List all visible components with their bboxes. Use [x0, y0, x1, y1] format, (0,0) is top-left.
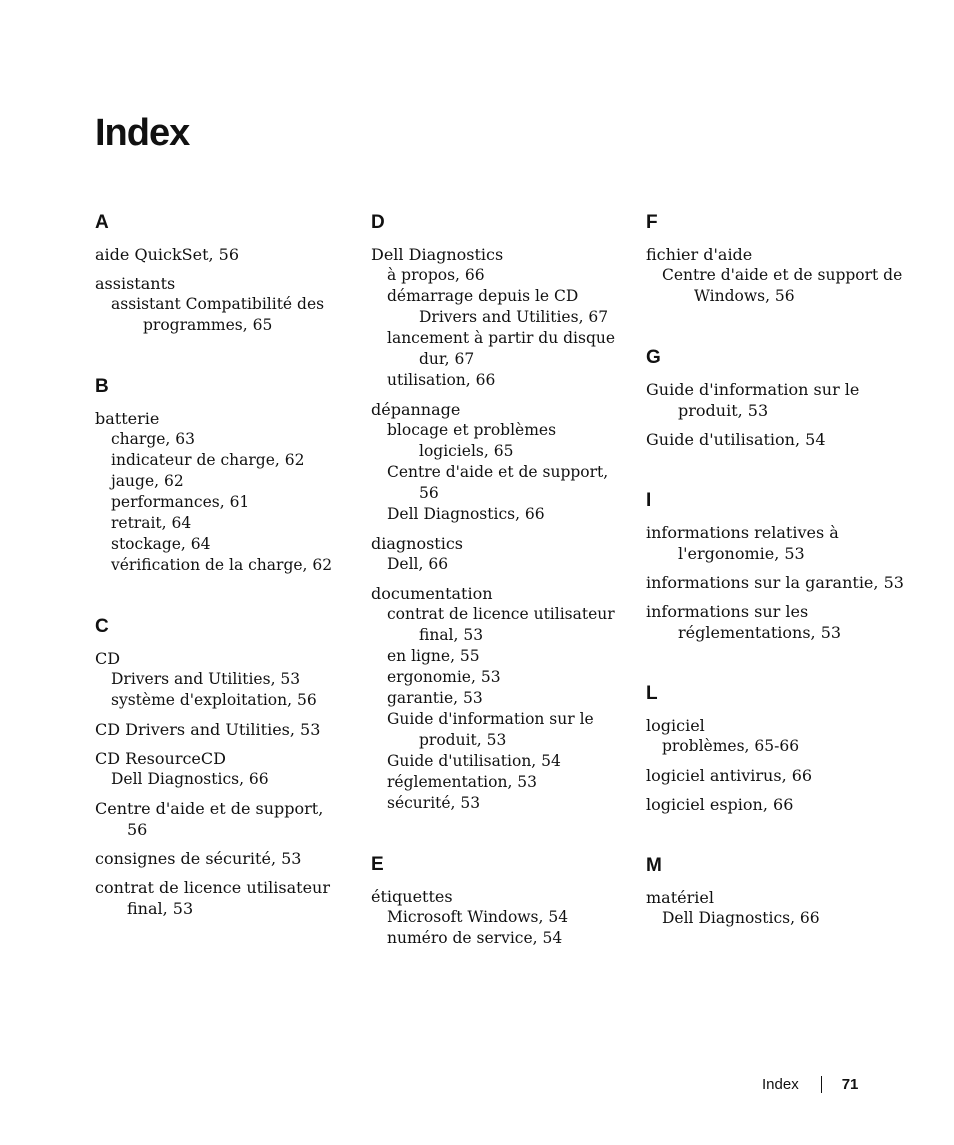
section-letter: L: [646, 683, 658, 704]
index-section: [95, 212, 345, 336]
index-subterm: à propos, 66: [387, 266, 485, 284]
section-letter: I: [646, 490, 652, 511]
index-subterm: ergonomie, 53: [387, 668, 501, 686]
index-subterm: numéro de service, 54: [387, 929, 563, 947]
index-entry: [646, 522, 906, 564]
index-term: Centre d'aide et de support, 56: [95, 799, 324, 839]
index-subterm: garantie, 53: [387, 689, 483, 707]
index-term: CD Drivers and Utilities, 53: [95, 720, 321, 739]
index-subterm: lancement à partir du disque dur, 67: [387, 329, 616, 368]
section-letter: F: [646, 212, 658, 233]
index-entry: [371, 244, 621, 391]
index-section: [646, 683, 906, 815]
index-entry: [371, 583, 621, 814]
index-term: matériel: [646, 888, 714, 907]
index-term: informations relatives à l'ergonomie, 53: [646, 523, 839, 563]
index-subterm: réglementation, 53: [387, 773, 538, 791]
index-term: aide QuickSet, 56: [95, 245, 240, 264]
index-entry: [95, 273, 345, 336]
index-entry: [371, 399, 621, 525]
index-subterm: Microsoft Windows, 54: [387, 908, 569, 926]
index-column-1: [95, 212, 345, 959]
index-entry: [95, 798, 345, 840]
index-subterm: performances, 61: [111, 493, 250, 511]
index-term: dépannage: [371, 400, 461, 419]
index-term: documentation: [371, 584, 493, 603]
index-section: [646, 212, 906, 307]
index-term: CD ResourceCD: [95, 749, 226, 768]
index-entry: [95, 648, 345, 711]
index-term: fichier d'aide: [646, 245, 753, 264]
index-term: informations sur les réglementations, 53: [646, 602, 842, 642]
index-entry: [646, 379, 906, 421]
index-subterm: charge, 63: [111, 430, 195, 448]
section-letter: C: [95, 616, 109, 637]
index-term: Dell Diagnostics: [371, 245, 504, 264]
index-subterm: en ligne, 55: [387, 647, 480, 665]
index-section: [646, 855, 906, 929]
page-title: Index: [95, 112, 190, 154]
index-subterm: démarrage depuis le CD Drivers and Utilities, 67: [387, 287, 609, 326]
index-section: [646, 347, 906, 450]
index-term: étiquettes: [371, 887, 453, 906]
page-number: 71: [841, 1076, 859, 1093]
index-entry: [95, 848, 345, 869]
index-term: logiciel: [646, 716, 705, 735]
index-entry: [646, 794, 906, 815]
index-subterm: assistant Compatibilité des programmes, 65: [111, 295, 325, 334]
index-subterm: retrait, 64: [111, 514, 192, 532]
index-term: contrat de licence utilisateur final, 53: [95, 878, 330, 918]
index-section: [95, 616, 345, 919]
index-subterm: blocage et problèmes logiciels, 65: [387, 421, 557, 460]
index-term: diagnostics: [371, 534, 464, 553]
section-letter: A: [95, 212, 109, 233]
index-entry: [95, 748, 345, 790]
index-subterm: vérification de la charge, 62: [111, 556, 333, 574]
index-entry: [646, 887, 906, 929]
index-subterm: utilisation, 66: [387, 371, 496, 389]
index-subterm: sécurité, 53: [387, 794, 481, 812]
index-column-2: [371, 212, 621, 989]
index-entry: [646, 244, 906, 307]
index-entry: [95, 408, 345, 576]
index-subterm: indicateur de charge, 62: [111, 451, 305, 469]
index-subterm: Guide d'utilisation, 54: [387, 752, 561, 770]
index-subterm: Drivers and Utilities, 53: [111, 670, 301, 688]
index-subterm: Dell Diagnostics, 66: [111, 770, 269, 788]
index-subterm: Dell Diagnostics, 66: [387, 505, 545, 523]
index-section: [371, 854, 621, 949]
section-letter: D: [371, 212, 385, 233]
index-entry: [646, 572, 906, 593]
index-subterm: système d'exploitation, 56: [111, 691, 317, 709]
index-term: CD: [95, 649, 121, 668]
index-subterm: jauge, 62: [111, 472, 184, 490]
footer-label: Index: [762, 1076, 799, 1093]
section-letter: G: [646, 347, 661, 368]
index-term: informations sur la garantie, 53: [646, 573, 904, 592]
index-section: [371, 212, 621, 814]
index-subterm: Guide d'information sur le produit, 53: [387, 710, 594, 749]
index-term: logiciel espion, 66: [646, 795, 794, 814]
section-letter: M: [646, 855, 662, 876]
index-column-3: [646, 212, 906, 969]
index-entry: [95, 877, 345, 919]
footer-divider: [821, 1076, 822, 1093]
index-section: [95, 376, 345, 576]
index-entry: [371, 886, 621, 949]
index-subterm: contrat de licence utilisateur final, 53: [387, 605, 615, 644]
page-footer: [762, 1076, 858, 1093]
index-entry: [95, 244, 345, 265]
index-entry: [95, 719, 345, 740]
index-entry: [646, 601, 906, 643]
index-entry: [646, 429, 906, 450]
index-entry: [646, 715, 906, 757]
index-subterm: Dell Diagnostics, 66: [662, 909, 820, 927]
index-term: consignes de sécurité, 53: [95, 849, 302, 868]
index-term: assistants: [95, 274, 176, 293]
index-term: batterie: [95, 409, 160, 428]
index-entry: [371, 533, 621, 575]
index-subterm: problèmes, 65-66: [662, 737, 800, 755]
index-subterm: stockage, 64: [111, 535, 211, 553]
index-section: [646, 490, 906, 643]
index-entry: [646, 765, 906, 786]
index-term: Guide d'utilisation, 54: [646, 430, 826, 449]
index-term: logiciel antivirus, 66: [646, 766, 813, 785]
index-subterm: Centre d'aide et de support, 56: [387, 463, 609, 502]
index-term: Guide d'information sur le produit, 53: [646, 380, 860, 420]
section-letter: B: [95, 376, 109, 397]
section-letter: E: [371, 854, 384, 875]
index-subterm: Centre d'aide et de support de Windows, 56: [662, 266, 903, 305]
index-subterm: Dell, 66: [387, 555, 449, 573]
